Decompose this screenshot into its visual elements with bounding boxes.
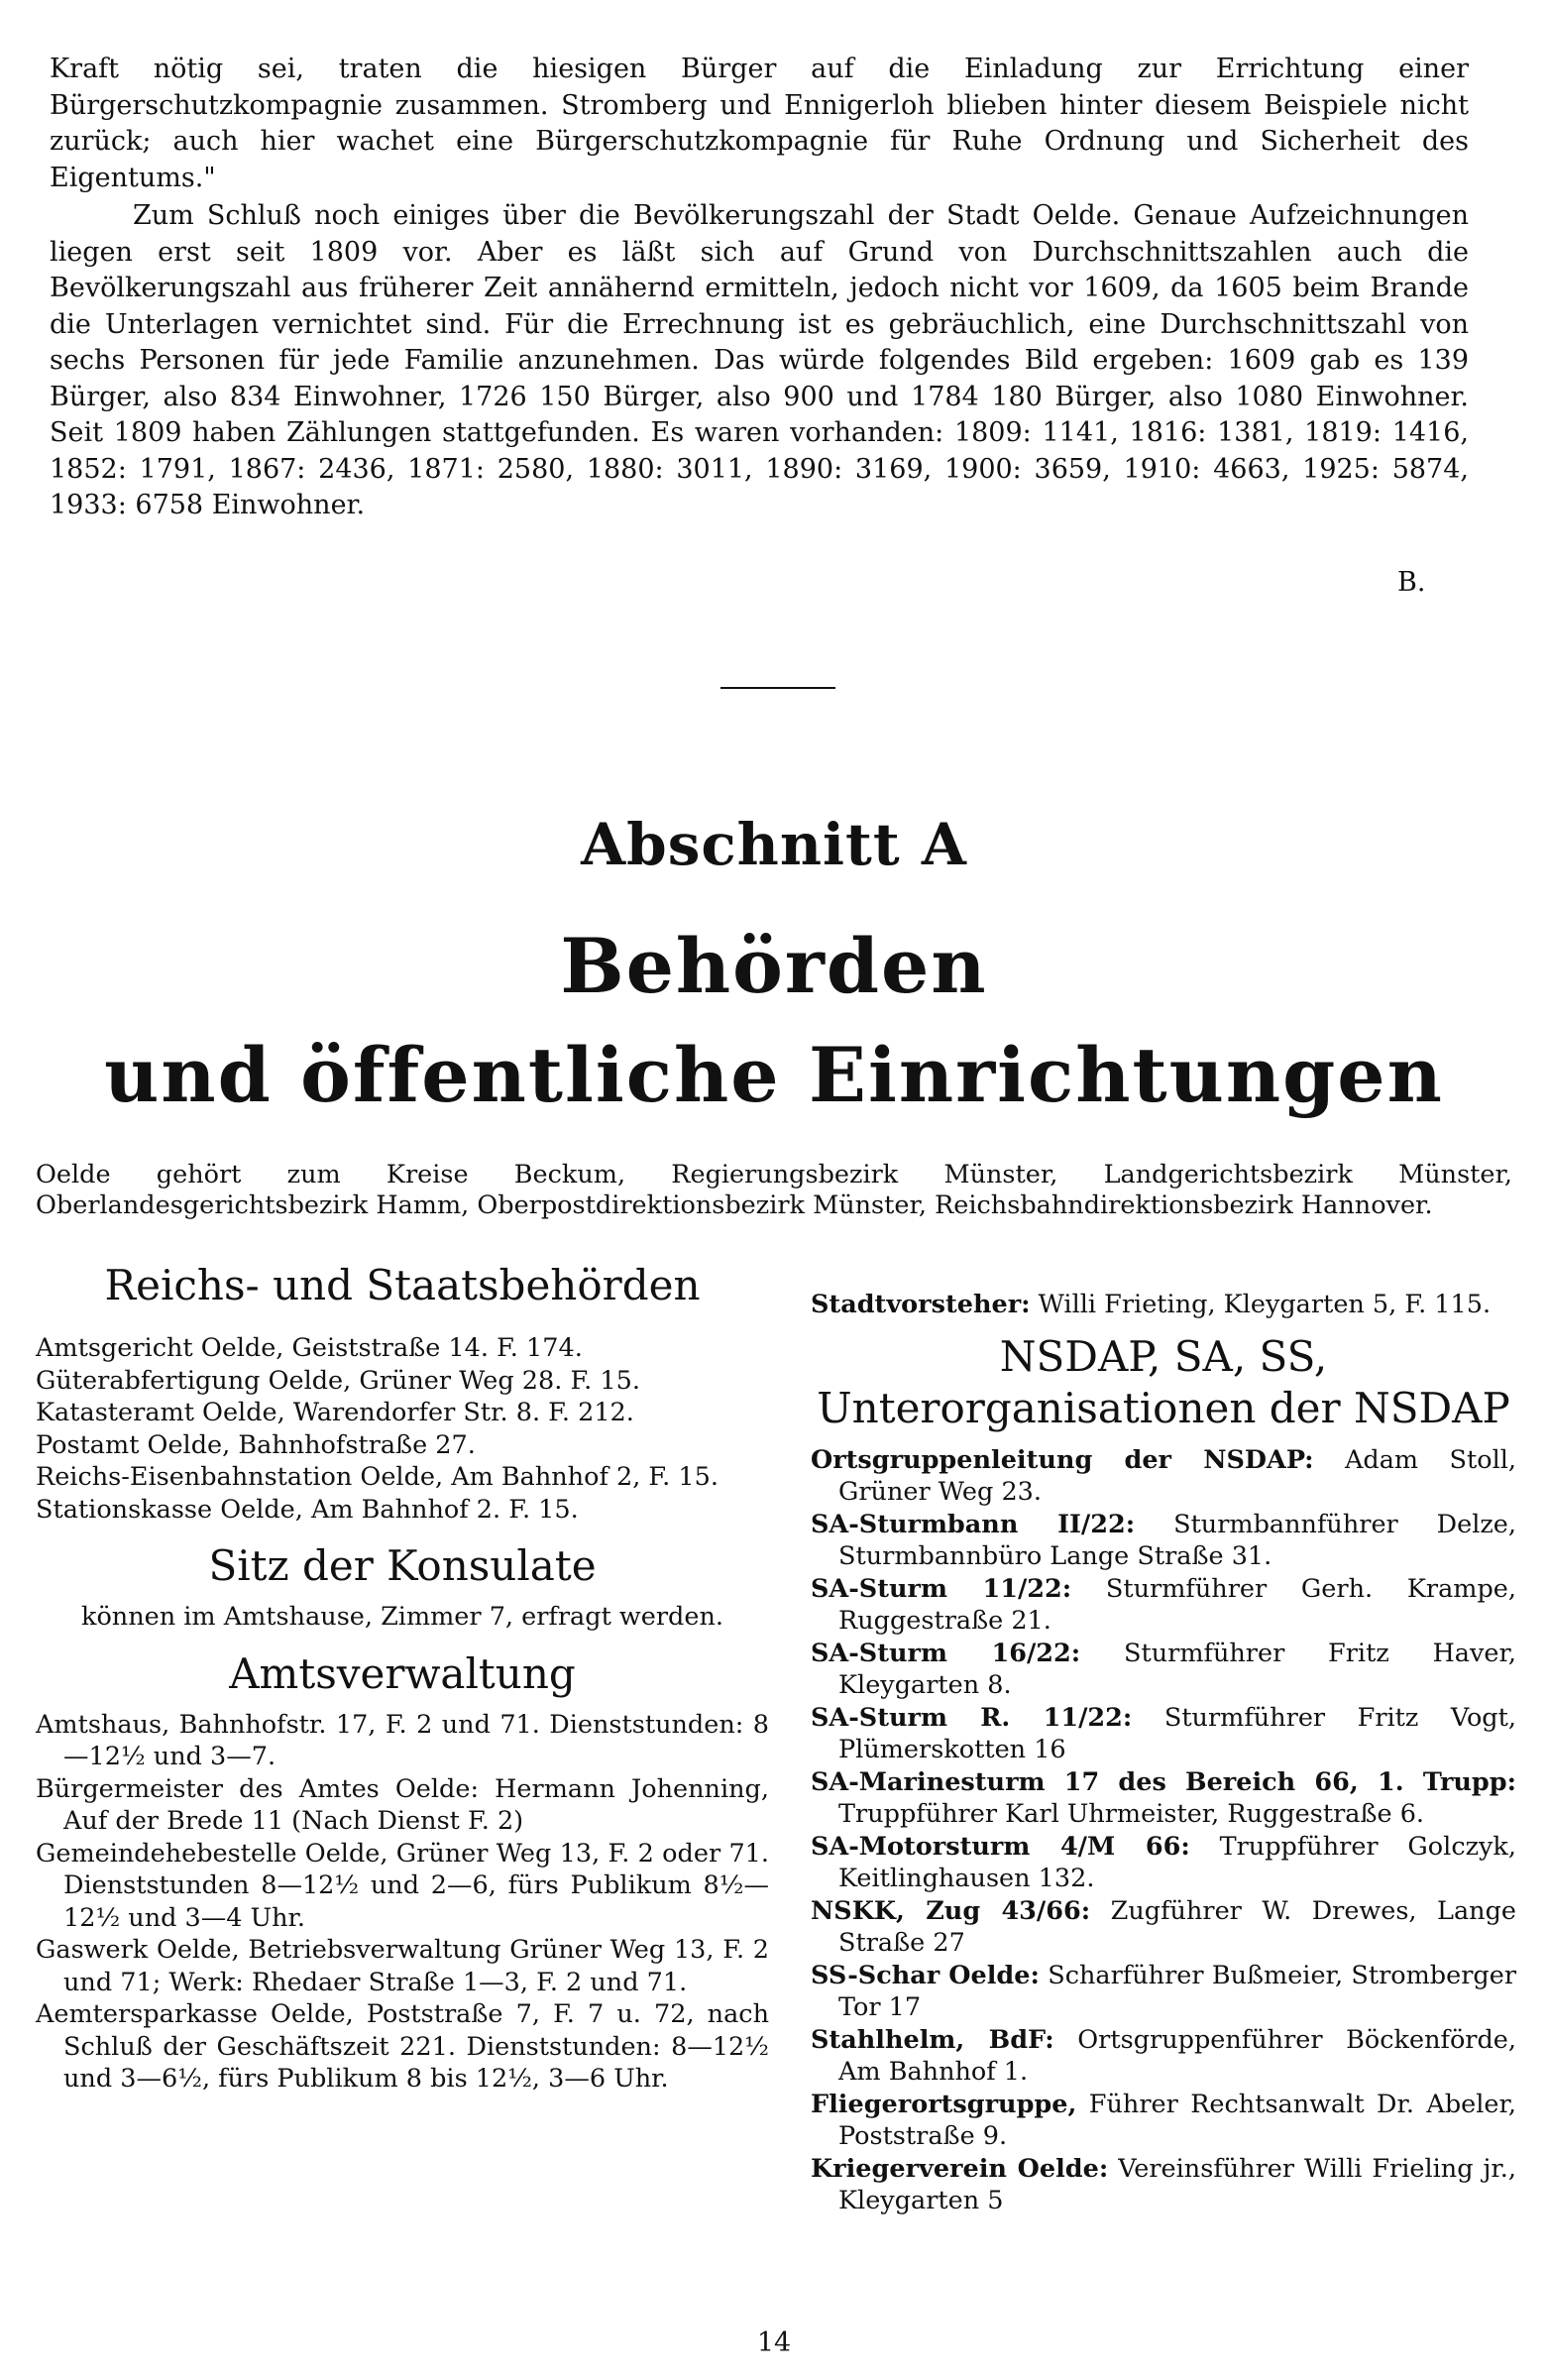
list-item xyxy=(811,1444,1516,1509)
entry-text: Adam Stoll, Grüner Weg 23. xyxy=(838,1444,1517,1507)
continuation-text xyxy=(50,52,1469,524)
entry-text: Führer Rechtsanwalt Dr. Abeler, Poststraße 9. xyxy=(838,2089,1516,2151)
entry-text: Truppführer Golczyk, Keitlinghausen 132. xyxy=(838,1831,1516,1893)
entry-lead: SA-Sturm 11/22: xyxy=(811,1573,1072,1604)
entry-text: Sturmbannführer Delze, Sturmbannbüro Lange Straße 31. xyxy=(838,1509,1516,1571)
list-item xyxy=(811,2153,1516,2217)
list-item xyxy=(811,1702,1516,1766)
list-item: Amtshaus, Bahnhofstr. 17, F. 2 und 71. Dienststunden: 8—12½ und 3—7. xyxy=(36,1709,769,1771)
section-title-line1: Behörden xyxy=(560,922,988,1010)
list-item xyxy=(811,2024,1516,2089)
list-item: Stationskasse Oelde, Am Bahnhof 2. F. 15. xyxy=(36,1494,579,1525)
heading-nsdap: NSDAP, SA, SS, Unterorganisationen der NSDAP xyxy=(817,1331,1510,1432)
entry-lead: Ortsgruppenleitung der NSDAP: xyxy=(811,1444,1314,1475)
konsulate-note: können im Amtshause, Zimmer 7, erfragt werden. xyxy=(81,1602,723,1632)
entry-lead: SA-Marinesturm 17 des Bereich 66, 1. Trupp: xyxy=(811,1766,1516,1797)
population-paragraph: Zum Schluß noch einiges über die Bevölkerungszahl der Stadt Oelde. Genaue Aufzeichnungen liegen erst seit 1809 vor. Aber es läßt sich auf Grund von Durchschnittszahlen auch die Bevölkerungszahl aus früherer Zeit annähernd ermitteln, jedoch nicht vor 1609, da 1605 beim Brande die Unterlagen vernichtet sind. Für die Errechnung ist es gebräuchlich, eine Durchschnittszahl von sechs Personen für jede Familie anzunehmen. Das würde folgendes Bild ergeben: 1609 gab es 139 Bürger, also 834 Einwohner, 1726 150 Bürger, also 900 und 1784 180 Bürger, also 1080 Einwohner. Seit 1809 haben Zählungen stattgefunden. Es waren vorhanden: 1809: 1141, 1816: 1381, 1819: 1416, 1852: 1791, 1867: 2436, 1871: 2580, 1880: 3011, 1890: 3169, 1900: 3659, 1910: 4663, 1925: 5874, 1933: 6758 Einwohner. xyxy=(50,200,1469,520)
list-item: Reichs-Eisenbahnstation Oelde, Am Bahnhof 2, F. 15. xyxy=(36,1462,719,1492)
entry-lead: Kriegerverein Oelde: xyxy=(811,2153,1109,2184)
entry-text: Vereinsführer Willi Frieling jr., Kleygarten 5 xyxy=(838,2153,1516,2215)
entry-text: Sturmführer Fritz Haver, Kleygarten 8. xyxy=(838,1638,1516,1700)
section-title-line2: und öffentliche Einrichtungen xyxy=(104,1031,1444,1119)
entry-lead: Fliegerortsgruppe, xyxy=(811,2089,1077,2119)
entry-lead: NSKK, Zug 43/66: xyxy=(811,1895,1091,1926)
list-item: Amtsgericht Oelde, Geiststraße 14. F. 174. xyxy=(36,1333,583,1363)
list-item: Gemeindehebestelle Oelde, Grüner Weg 13, F. 2 oder 71. Dienststunden 8—12½ und 2—6, fürs Publikum 8½—12½ und 3—4 Uhr. xyxy=(36,1838,769,1933)
separator-rule xyxy=(720,687,835,689)
author-signature: B. xyxy=(1397,567,1426,598)
list-item: Bürgermeister des Amtes Oelde: Hermann Johenning, Auf der Brede 11 (Nach Dienst F. 2) xyxy=(36,1773,769,1836)
list-item: Aemtersparkasse Oelde, Poststraße 7, F. 7 u. 72, nach Schluß der Geschäftszeit 221. Dienststunden: 8—12½ und 3—6½, fürs Publikum 8 bis 12½, 3—6 Uhr. xyxy=(36,1999,769,2094)
entry-lead: SA-Sturmbann II/22: xyxy=(811,1509,1136,1539)
stadtvorsteher-entry xyxy=(811,1289,1516,1321)
entry-lead: Stahlhelm, BdF: xyxy=(811,2024,1054,2055)
heading-amtsverwaltung: Amtsverwaltung xyxy=(229,1648,576,1698)
entry-lead: Stadtvorsteher: xyxy=(811,1290,1031,1319)
section-label: Abschnitt A xyxy=(581,811,967,878)
entry-lead: SA-Motorsturm 4/M 66: xyxy=(811,1831,1190,1862)
right-column xyxy=(811,1289,1516,2217)
list-item xyxy=(811,1960,1516,2024)
section-intro: Oelde gehört zum Kreise Beckum, Regierungsbezirk Münster, Landgerichtsbezirk Münster, Oberlandesgerichtsbezirk Hamm, Oberpostdirektionsbezirk Münster, Reichsbahndirektionsbezirk Hannover. xyxy=(36,1160,1512,1220)
list-item: Güterabfertigung Oelde, Grüner Weg 28. F. 15. xyxy=(36,1365,640,1396)
list-item xyxy=(811,1573,1516,1638)
entry-text: Scharführer Bußmeier, Stromberger Tor 17 xyxy=(838,1960,1517,2022)
list-item xyxy=(811,1831,1516,1895)
entry-text: Zugführer W. Drewes, Lange Straße 27 xyxy=(838,1895,1516,1958)
list-item: Katasteramt Oelde, Warendorfer Str. 8. F. 212. xyxy=(36,1398,634,1427)
list-item xyxy=(811,2089,1516,2153)
continuation-paragraph: Kraft nötig sei, traten die hiesigen Bürger auf die Einladung zur Errichtung einer Bürgerschutzkompagnie zusammen. Stromberg und Ennigerloh blieben hinter diesem Beispiele nicht zurück; auch hier wachet eine Bürgerschutzkompagnie für Ruhe Ordnung und Sicherheit des Eigentums." xyxy=(50,54,1469,193)
page-number: 14 xyxy=(756,2327,792,2358)
entry-text: Ortsgruppenführer Böckenförde, Am Bahnhof 1. xyxy=(838,2024,1517,2087)
entry-text: Willi Frieting, Kleygarten 5, F. 115. xyxy=(1038,1290,1492,1319)
entry-text: Sturmführer Gerh. Krampe, Ruggestraße 21. xyxy=(838,1573,1516,1636)
list-item: Postamt Oelde, Bahnhofstraße 27. xyxy=(36,1429,476,1460)
entry-text: Truppführer Karl Uhrmeister, Ruggestraße 6. xyxy=(838,1799,1425,1829)
heading-konsulate: Sitz der Konsulate xyxy=(208,1541,597,1590)
list-item xyxy=(811,1895,1516,1960)
entry-lead: SS-Schar Oelde: xyxy=(811,1960,1040,1990)
entry-text: Sturmführer Fritz Vogt, Plümerskotten 16 xyxy=(838,1702,1516,1764)
list-item xyxy=(811,1766,1516,1831)
list-item: Gaswerk Oelde, Betriebsverwaltung Grüner Weg 13, F. 2 und 71; Werk: Rhedaer Straße 1—3, F. 2 und 71. xyxy=(36,1935,769,1997)
list-item xyxy=(811,1638,1516,1702)
list-item xyxy=(811,1509,1516,1573)
entry-lead: SA-Sturm 16/22: xyxy=(811,1638,1081,1668)
heading-reichs-behoerden: Reichs- und Staatsbehörden xyxy=(104,1261,701,1309)
entry-lead: SA-Sturm R. 11/22: xyxy=(811,1702,1133,1733)
left-column xyxy=(36,1261,769,2096)
